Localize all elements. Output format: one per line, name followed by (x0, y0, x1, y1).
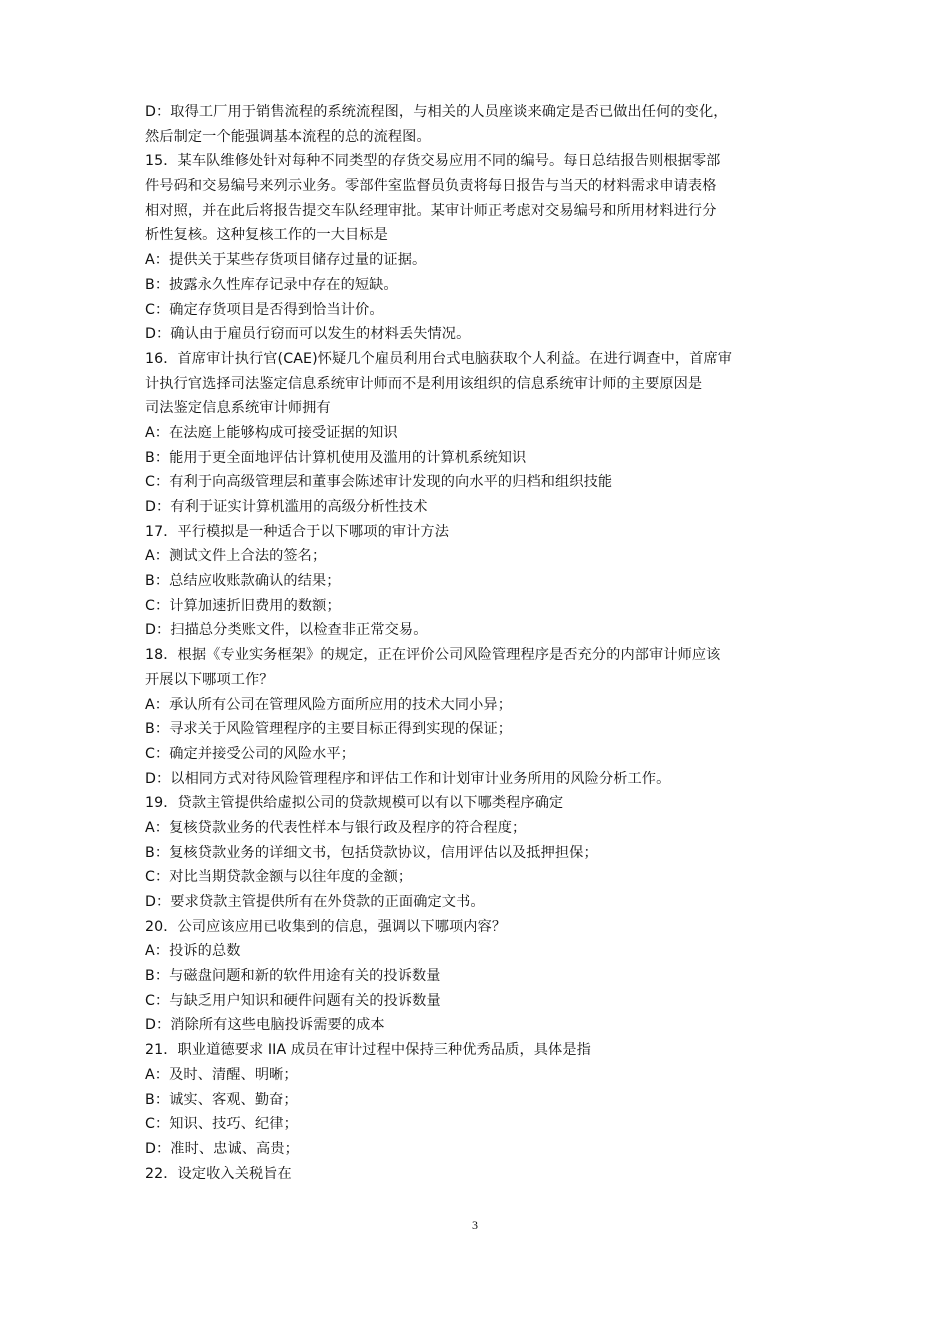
text-line: 司法鉴定信息系统审计师拥有 (145, 400, 331, 417)
option-line: C：计算加速折旧费用的数额； (145, 597, 341, 614)
option-line: B：能用于更全面地评估计算机使用及滥用的计算机系统知识 (145, 449, 527, 466)
option-line: A：及时、清醒、明晰； (145, 1066, 298, 1083)
option-line: D：准时、忠诚、高贵； (145, 1140, 299, 1157)
question-16-line: 16．首席审计执行官(CAE)怀疑几个雇员利用台式电脑获取个人利益。在进行调查中，首席审 (145, 350, 733, 367)
text-line: 开展以下哪项工作？ (145, 671, 274, 688)
text-line: 件号码和交易编号来列示业务。零部件室监督员负责将每日报告与当天的材料需求申请表格 (145, 178, 717, 195)
text-line: D：取得工厂用于销售流程的系统流程图，与相关的人员座谈来确定是否已做出任何的变化， (145, 104, 728, 120)
option-line: D：扫描总分类账文件，以检查非正常交易。 (145, 622, 428, 639)
option-line: B：总结应收账款确认的结果； (145, 573, 341, 590)
option-line: A：在法庭上能够构成可接受证据的知识 (145, 424, 398, 441)
option-line: B：披露永久性库存记录中存在的短缺。 (145, 276, 398, 293)
option-line: B：与磁盘问题和新的软件用途有关的投诉数量 (145, 968, 441, 985)
text-line: 然后制定一个能强调基本流程的总的流程图。 (145, 128, 431, 145)
option-line: C：确定并接受公司的风险水平； (145, 745, 356, 762)
question-19-line: 19．贷款主管提供给虚拟公司的贷款规模可以有以下哪类程序确定 (145, 795, 564, 812)
option-line: D：要求贷款主管提供所有在外贷款的正面确定文书。 (145, 894, 485, 910)
option-line: C：对比当期贷款金额与以往年度的金额； (145, 869, 413, 886)
option-line: D：有利于证实计算机滥用的高级分析性技术 (145, 499, 428, 515)
option-line: A：测试文件上合法的签名； (145, 548, 327, 565)
option-line: B：诚实、客观、勤奋； (145, 1091, 298, 1108)
question-15-line: 15．某车队维修处针对每种不同类型的存货交易应用不同的编号。每日总结报告则根据零部 (145, 153, 721, 170)
option-line: C：与缺乏用户知识和硬件问题有关的投诉数量 (145, 992, 441, 1009)
option-line: D：以相同方式对待风险管理程序和评估工作和计划审计业务所用的风险分析工作。 (145, 770, 671, 787)
page-number: 3 (472, 1218, 478, 1232)
option-line: B：寻求关于风险管理程序的主要目标正得到实现的保证； (145, 721, 513, 738)
text-line: 析性复核。这种复核工作的一大目标是 (145, 227, 388, 244)
question-17-line: 17．平行模拟是一种适合于以下哪项的审计方法 (145, 523, 450, 540)
question-22-line: 22．设定收入关税旨在 (145, 1165, 292, 1182)
option-line: C：知识、技巧、纪律； (145, 1116, 298, 1133)
option-line: B：复核贷款业务的详细文书，包括贷款协议，信用评估以及抵押担保； (145, 844, 598, 861)
option-line: A：投诉的总数 (145, 943, 241, 960)
option-line: A：承认所有公司在管理风险方面所应用的技术大同小异； (145, 696, 512, 713)
option-line: C：确定存货项目是否得到恰当计价。 (145, 301, 384, 318)
page-body (145, 100, 817, 1186)
option-line: A：复核贷款业务的代表性样本与银行政及程序的符合程度； (145, 819, 527, 836)
question-21-line: 21．职业道德要求 IIA 成员在审计过程中保持三种优秀品质，具体是指 (145, 1042, 591, 1059)
question-20-line: 20．公司应该应用已收集到的信息，强调以下哪项内容？ (145, 918, 507, 935)
option-line: C：有利于向高级管理层和董事会陈述审计发现的向水平的归档和组织技能 (145, 474, 613, 491)
option-line: D：确认由于雇员行窃而可以发生的材料丢失情况。 (145, 326, 471, 343)
text-line: 相对照，并在此后将报告提交车队经理审批。某审计师正考虑对交易编号和所用材料进行分 (145, 202, 717, 219)
text-line: 计执行官选择司法鉴定信息系统审计师而不是利用该组织的信息系统审计师的主要原因是 (145, 375, 703, 392)
question-18-line: 18．根据《专业实务框架》的规定，正在评价公司风险管理程序是否充分的内部审计师应该 (145, 647, 721, 664)
option-line: D：消除所有这些电脑投诉需要的成本 (145, 1017, 385, 1034)
option-line: A：提供关于某些存货项目储存过量的证据。 (145, 252, 427, 269)
